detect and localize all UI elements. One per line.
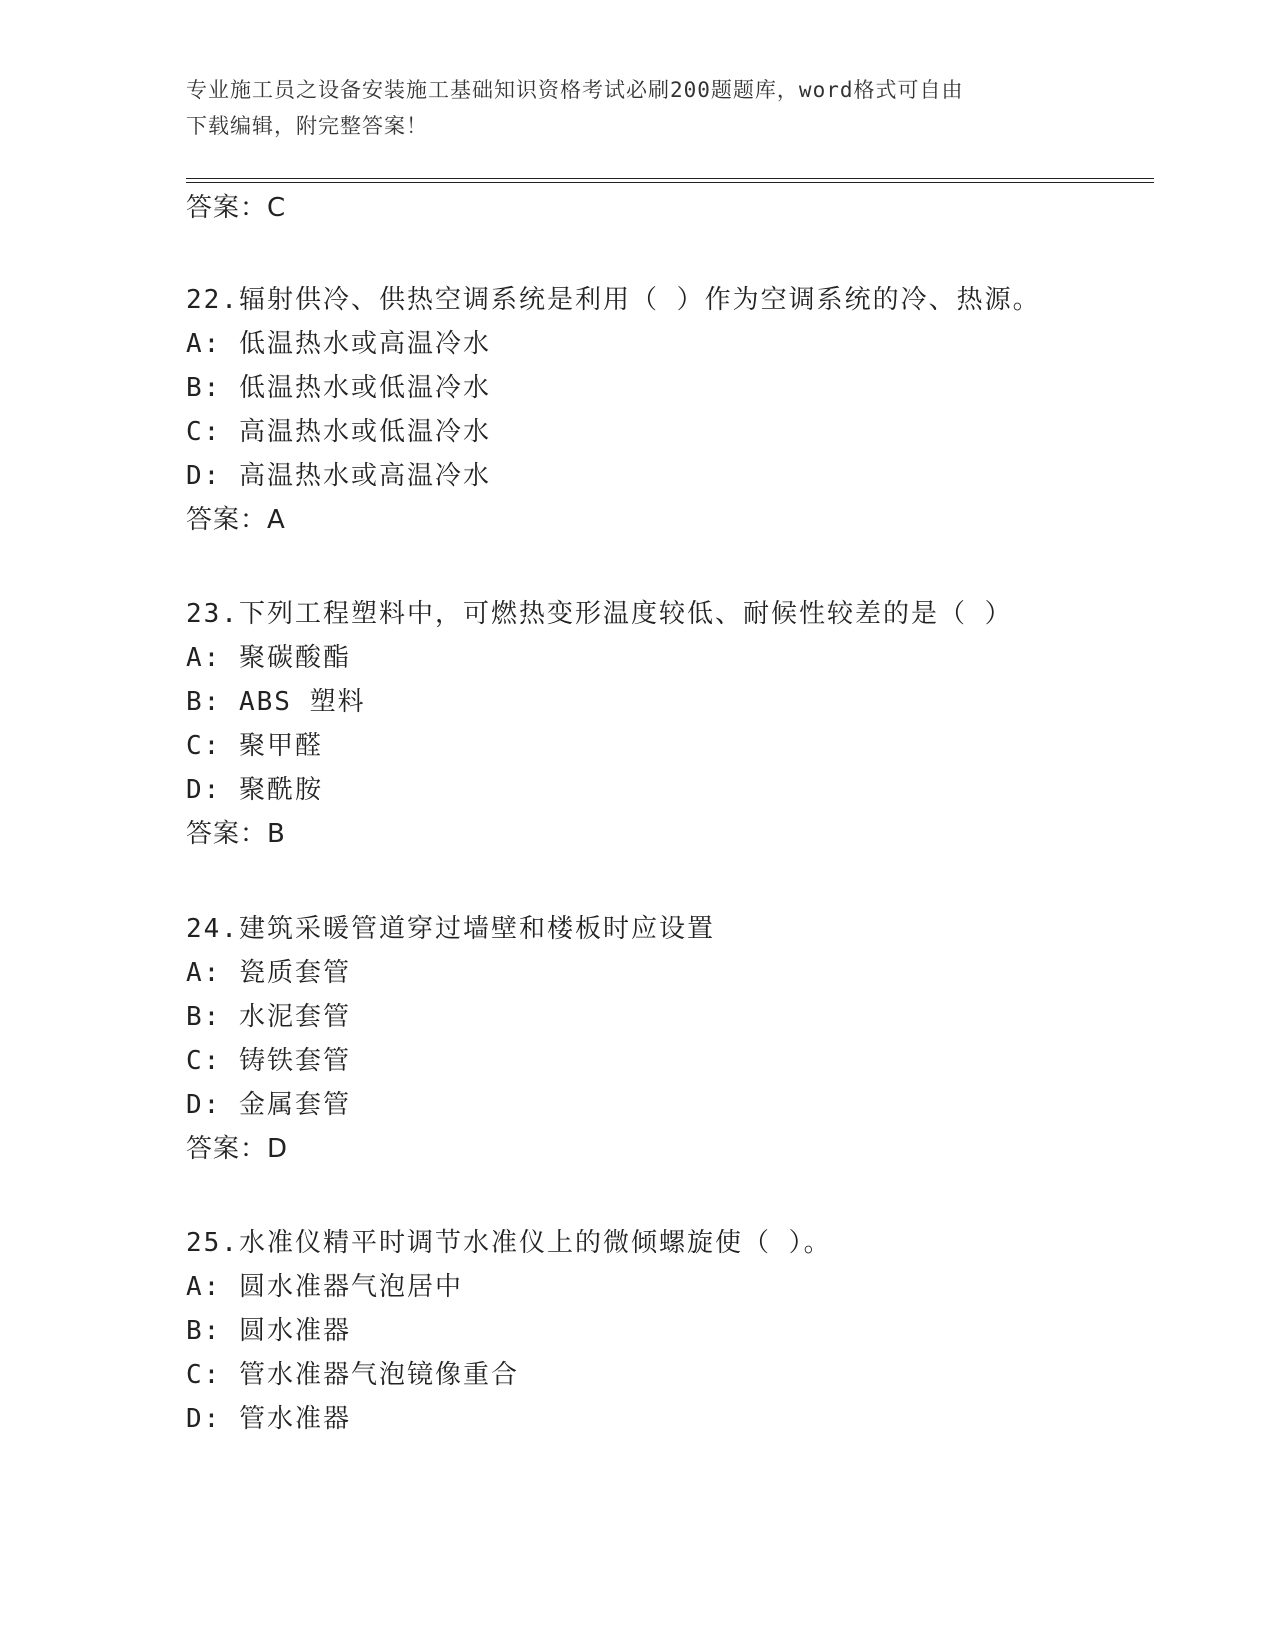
header-line-2: 下载编辑，附完整答案！ xyxy=(186,114,428,138)
option-d: D: 高温热水或高温冷水 xyxy=(186,461,491,491)
option-b: B: 低温热水或低温冷水 xyxy=(186,373,491,403)
option-b: B: 圆水准器 xyxy=(186,1316,351,1346)
header-divider-thick xyxy=(186,182,1154,183)
option-b: B: 水泥套管 xyxy=(186,1002,351,1032)
option-a: A: 瓷质套管 xyxy=(186,958,351,988)
header-divider-thin xyxy=(186,178,1154,179)
document-header xyxy=(186,72,1086,144)
option-c: C: 管水准器气泡镜像重合 xyxy=(186,1360,519,1390)
previous-answer: 答案：C xyxy=(186,193,287,223)
answer: 答案：B xyxy=(186,819,286,849)
answer: 答案：A xyxy=(186,505,286,535)
option-a: A: 低温热水或高温冷水 xyxy=(186,329,491,359)
option-a: A: 聚碳酸酯 xyxy=(186,643,351,673)
option-a: A: 圆水准器气泡居中 xyxy=(186,1272,463,1302)
option-c: C: 聚甲醛 xyxy=(186,731,323,761)
option-c: C: 高温热水或低温冷水 xyxy=(186,417,491,447)
question-stem: 22.辐射供冷、供热空调系统是利用（ ）作为空调系统的冷、热源。 xyxy=(186,285,1041,315)
question-stem: 23.下列工程塑料中，可燃热变形温度较低、耐候性较差的是（ ） xyxy=(186,599,1013,629)
option-d: D: 聚酰胺 xyxy=(186,775,323,805)
question-stem: 25.水准仪精平时调节水准仪上的微倾螺旋使（ ）。 xyxy=(186,1228,832,1258)
option-d: D: 金属套管 xyxy=(186,1090,351,1120)
option-c: C: 铸铁套管 xyxy=(186,1046,351,1076)
option-b: B: ABS 塑料 xyxy=(186,687,366,717)
question-stem: 24.建筑采暖管道穿过墙壁和楼板时应设置 xyxy=(186,914,715,944)
header-line-1: 专业施工员之设备安装施工基础知识资格考试必刷200题题库，word格式可自由 xyxy=(186,78,964,102)
answer: 答案：D xyxy=(186,1134,289,1164)
option-d: D: 管水准器 xyxy=(186,1404,351,1434)
